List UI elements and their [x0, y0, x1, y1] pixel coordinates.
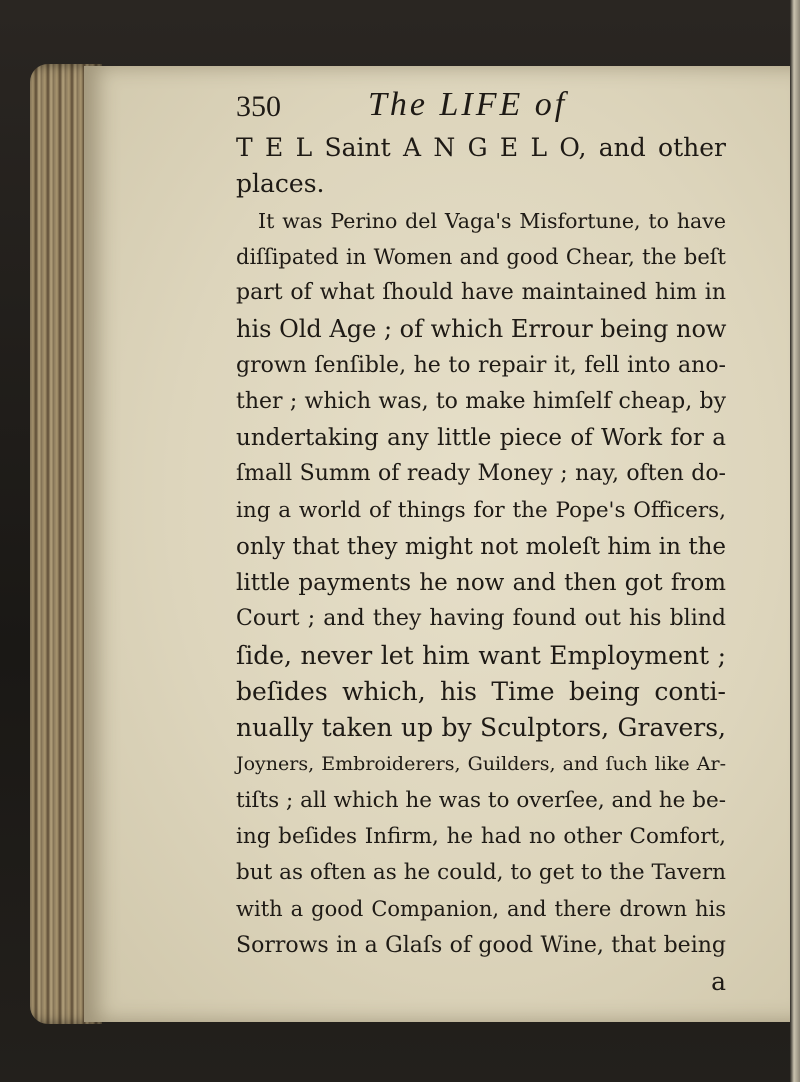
text-line: ing beſides Infirm, he had no other Comfort, [236, 823, 726, 849]
page-header [236, 86, 756, 126]
text-line: ſide, never let him want Employment ; [236, 640, 726, 670]
text-line: only that they might not moleſt him in the [236, 533, 726, 560]
text-line: beſides which, his Time being conti- [236, 676, 726, 706]
text-line: grown ſenſible, he to repair it, fell into ano- [236, 352, 726, 378]
text-line: ther ; which was, to make himſelf cheap, by [236, 388, 726, 414]
running-head: The LIFE of [368, 86, 568, 123]
text-line: diſſipated in Women and good Chear, the beſt [236, 244, 726, 269]
page-edge [790, 0, 800, 1082]
text-line: It was Perino del Vaga's Misfortune, to have [258, 208, 726, 233]
text-line: part of what ſhould have maintained him in [236, 280, 726, 305]
text-line: his Old Age ; of which Errour being now [236, 315, 727, 344]
text-line: Court ; and they having found out his blind [236, 606, 726, 632]
text-line: but as often as he could, to get to the Tavern [236, 860, 726, 885]
text-line: places. [236, 169, 325, 199]
text-line: nually taken up by Sculptors, Gravers, [236, 713, 726, 742]
text-line: tiſts ; all which he was to overſee, and he be- [236, 787, 726, 813]
text-line: undertaking any little piece of Work for a [236, 425, 726, 451]
text-line: little payments he now and then got from [236, 570, 726, 596]
body-text [236, 130, 726, 1000]
catchword: a [711, 966, 726, 996]
text-line: T E L Saint A N G E L O, and other [236, 133, 726, 162]
text-line: with a good Companion, and there drown his [236, 897, 726, 922]
text-line: Sorrows in a Glaſs of good Wine, that being [236, 932, 726, 958]
page-number: 350 [236, 90, 281, 123]
text-line: ing a world of things for the Pope's Officers, [236, 497, 726, 523]
text-line: ſmall Summ of ready Money ; nay, often do- [236, 461, 726, 487]
text-line: Joyners, Embroiderers, Guilders, and ſuch like Ar- [236, 753, 726, 776]
